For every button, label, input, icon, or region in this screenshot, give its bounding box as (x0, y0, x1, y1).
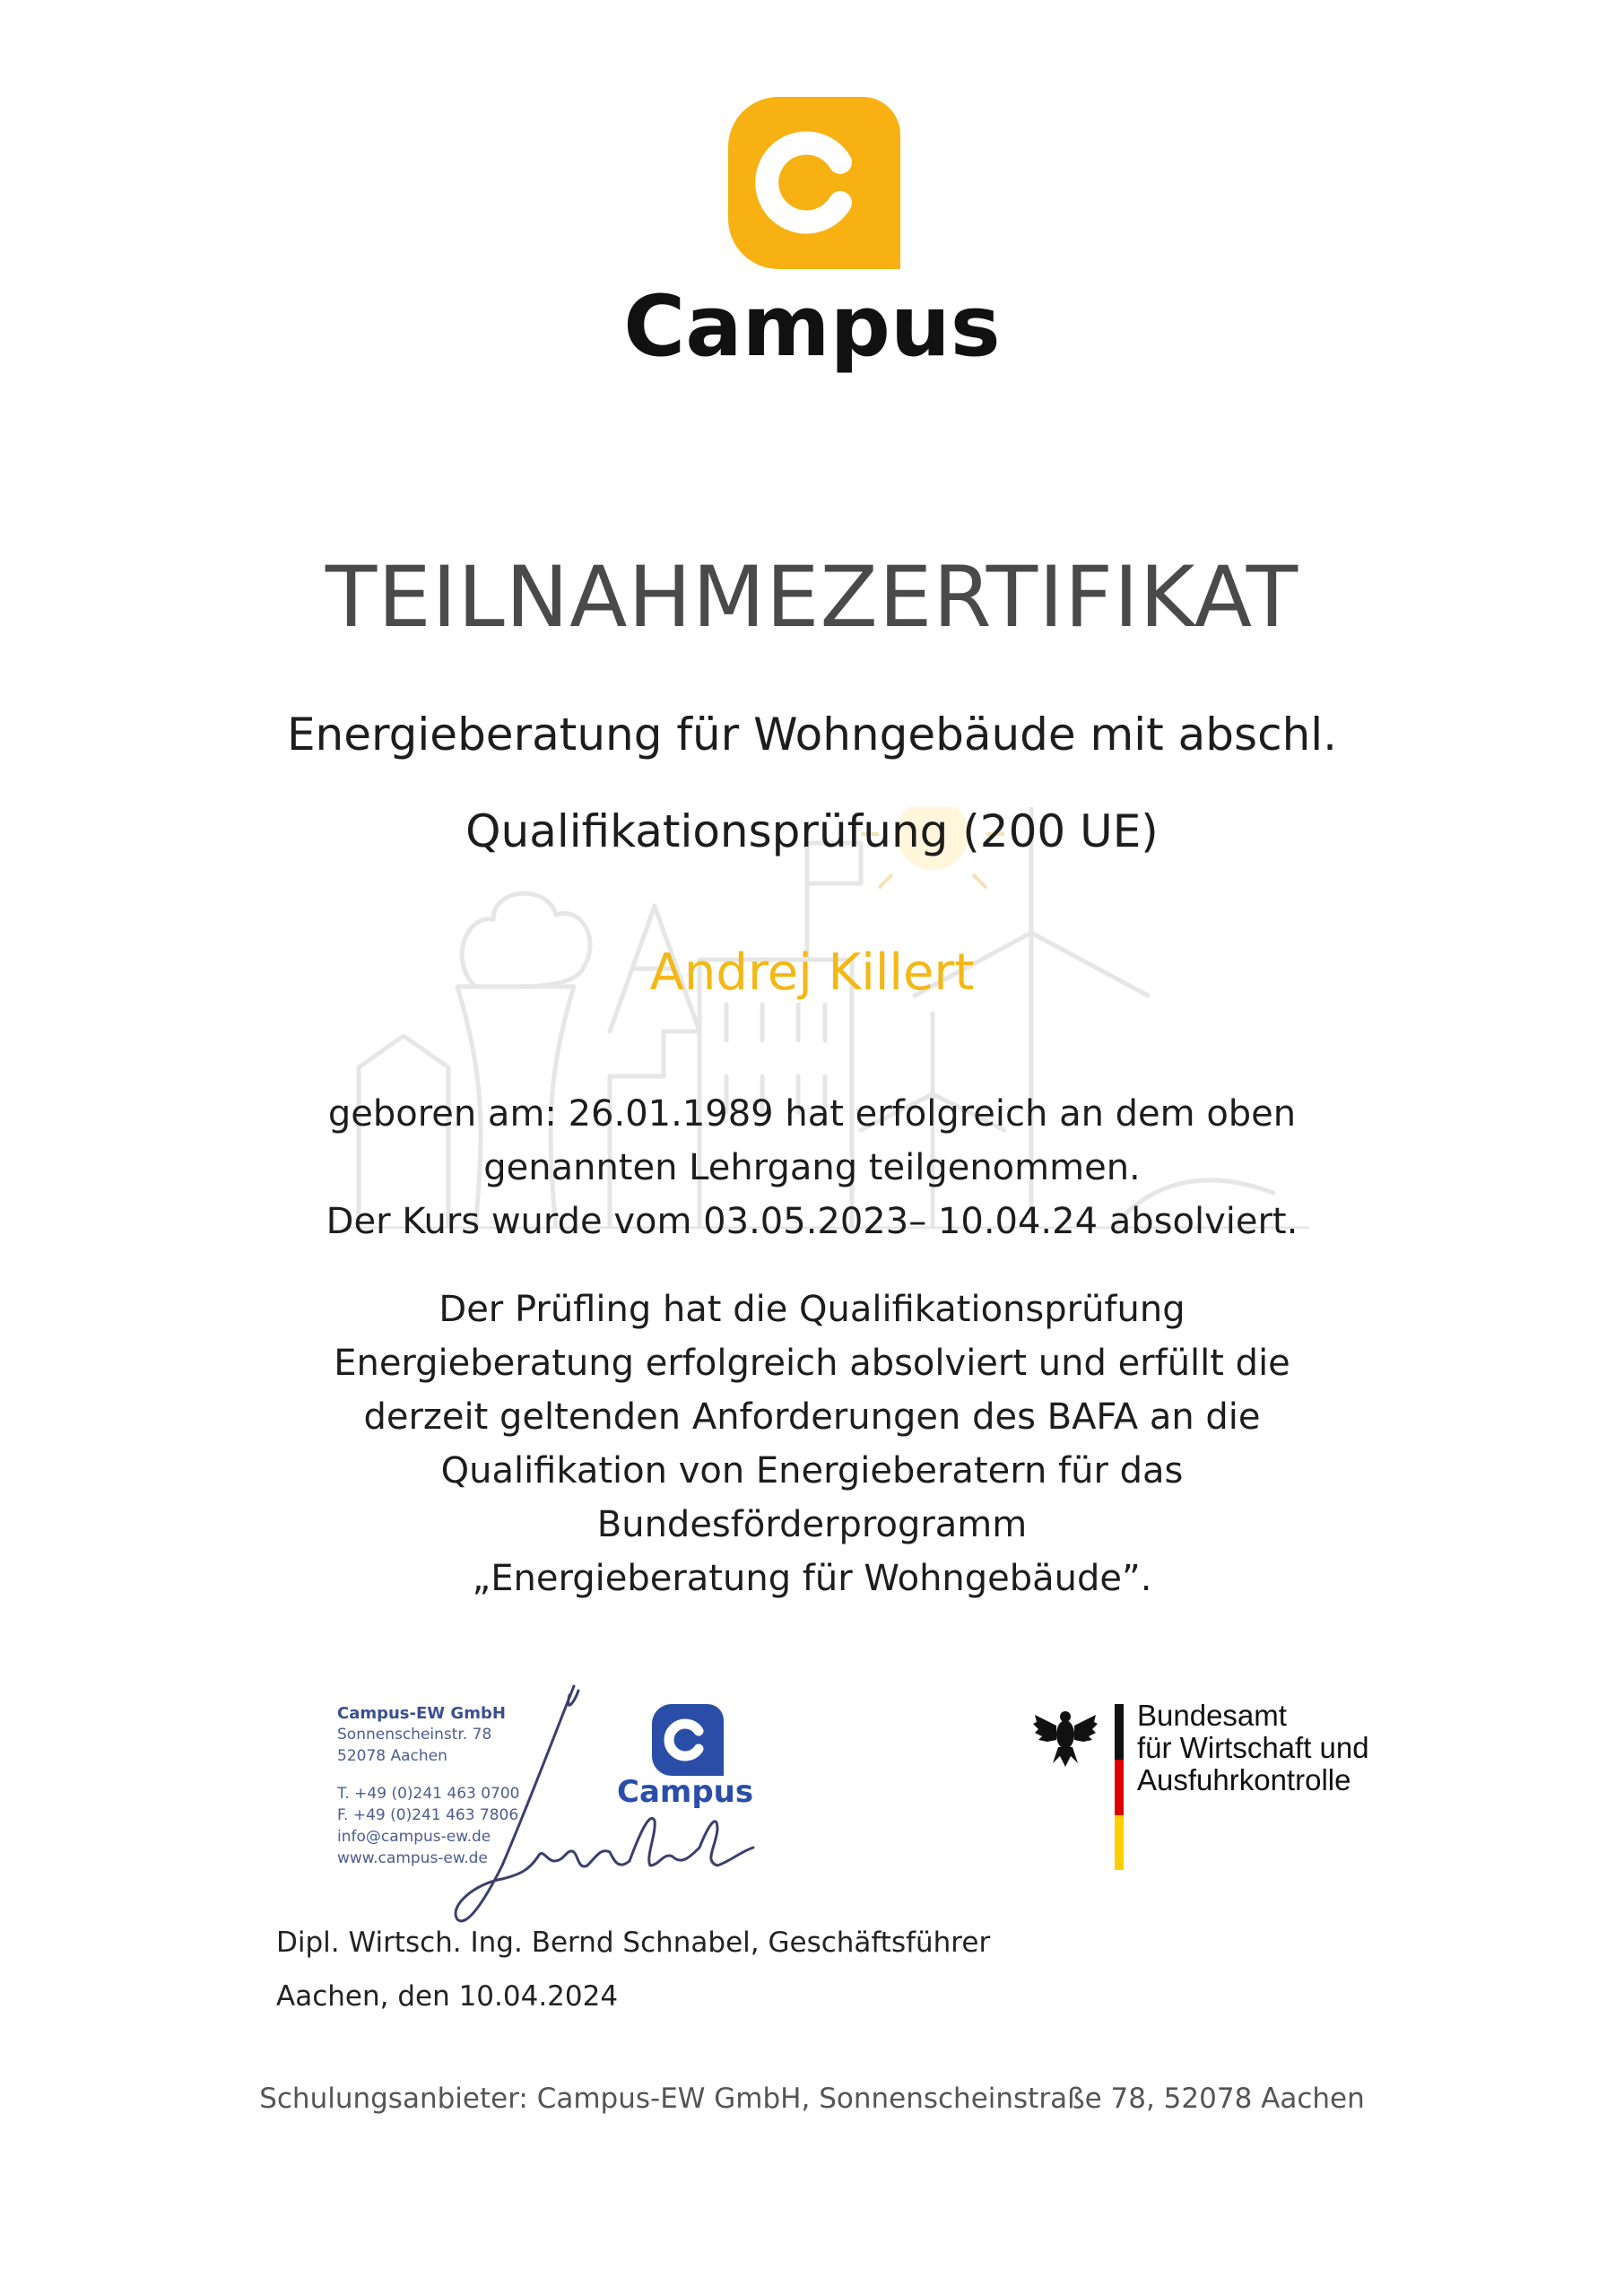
campus-logo-icon (728, 97, 900, 269)
campus-wordmark: Campus (623, 278, 1001, 376)
qualification-line: Energieberatung erfolgreich absolviert und erfüllt die (334, 1343, 1290, 1384)
stamp-web: www.campus-ew.de (337, 1849, 488, 1867)
training-provider-footer: Schulungsanbieter: Campus-EW GmbH, Sonnenscheinstraße 78, 52078 Aachen (259, 2083, 1365, 2115)
stamp-company: Campus-EW GmbH (337, 1704, 506, 1723)
participant-name: Andrej Killert (649, 944, 975, 1002)
signer-name-title: Dipl. Wirtsch. Ing. Bernd Schnabel, Geschäftsführer (276, 1926, 991, 1959)
stamp-street: Sonnenscheinstr. 78 (337, 1726, 492, 1744)
german-flag-bar (1115, 1704, 1124, 1870)
course-title-line-1: Energieberatung für Wohngebäude mit abschl. (286, 709, 1338, 761)
federal-eagle-icon (1031, 1704, 1099, 1772)
info-line: Der Kurs wurde vom 03.05.2023– 10.04.24 absolviert. (326, 1201, 1298, 1242)
qualification-line: Qualifikation von Energieberatern für das (440, 1450, 1184, 1492)
bafa-name-line-2: für Wirtschaft und (1137, 1731, 1369, 1764)
stamp-logo-wordmark: Campus (617, 1774, 754, 1810)
info-line: genannten Lehrgang teilgenommen. (483, 1147, 1141, 1188)
participation-info (0, 1087, 1624, 1248)
qualification-line: Bundesförderprogramm (596, 1504, 1028, 1545)
info-line: geboren am: 26.01.1989 hat erfolgreich an dem oben (327, 1093, 1297, 1135)
course-title-line-2: Qualifikationsprüfung (200 UE) (465, 805, 1159, 857)
stamp-fax: F. +49 (0)241 463 7806 (337, 1806, 519, 1824)
handwritten-signature (395, 1677, 771, 1937)
qualification-line: derzeit geltenden Anforderungen des BAFA an die (363, 1396, 1261, 1438)
bafa-name-line-1: Bundesamt (1137, 1699, 1287, 1732)
qualification-line: Der Prüfling hat die Qualifikationsprüfung (439, 1289, 1185, 1330)
qualification-line: „Energieberatung für Wohngebäude”. (472, 1558, 1152, 1599)
stamp-email: info@campus-ew.de (337, 1828, 491, 1846)
qualification-statement (0, 1283, 1624, 1605)
place-and-date: Aachen, den 10.04.2024 (276, 1980, 619, 2013)
stamp-city: 52078 Aachen (337, 1747, 447, 1765)
certificate-title: TEILNAHMEZERTIFIKAT (325, 549, 1299, 647)
stamp-phone: T. +49 (0)241 463 0700 (337, 1785, 520, 1803)
bafa-name-line-3: Ausfuhrkontrolle (1137, 1763, 1351, 1796)
